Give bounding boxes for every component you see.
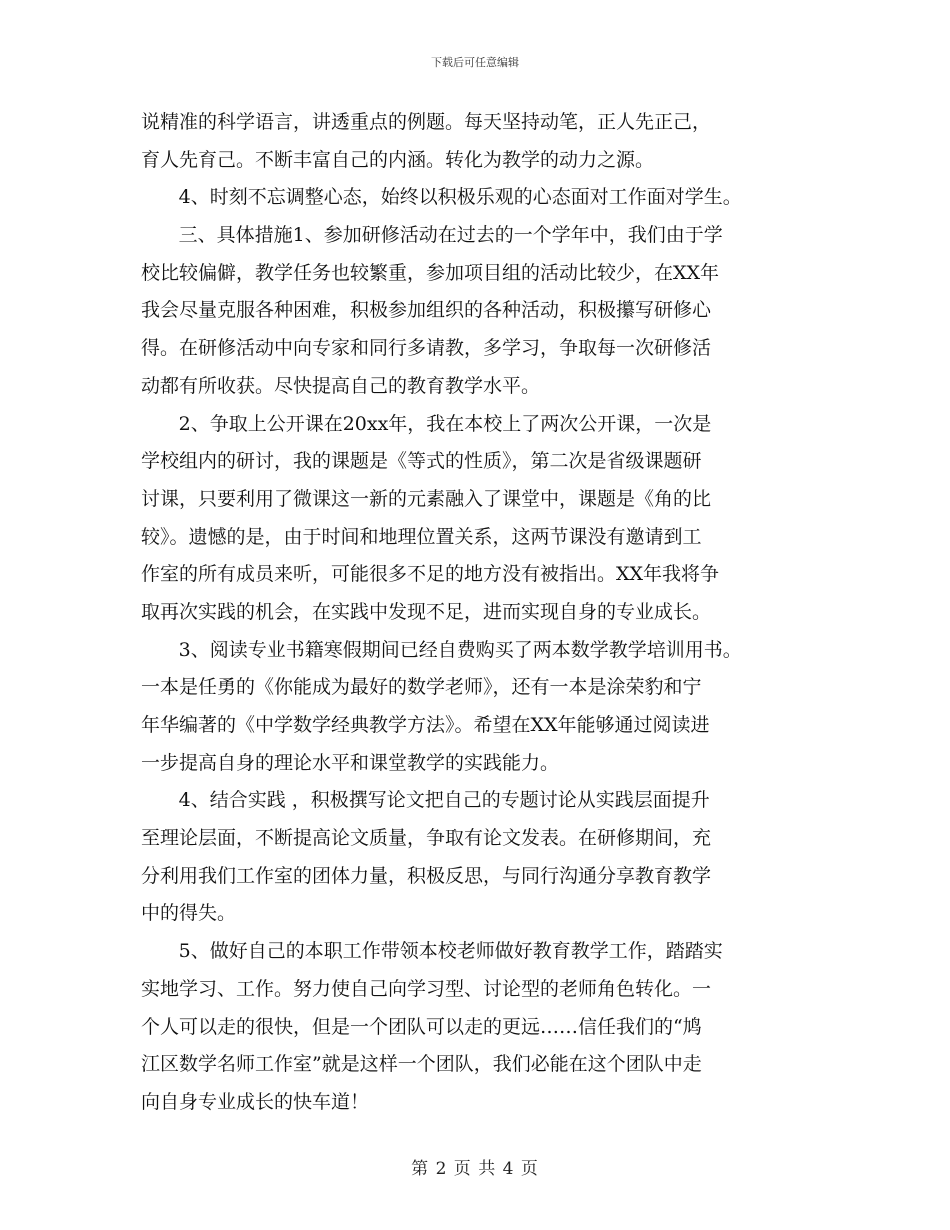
- text-line: 向自身专业成长的快车道！: [141, 1090, 370, 1113]
- text-line: 育人先育己。不断丰富自己的内涵。转化为教学的动力之源。: [141, 148, 655, 171]
- text-line: 3、阅读专业书籍寒假期间已经自费购买了两本数学教学培训用书。: [178, 638, 742, 661]
- text-line: 较》。遗憾的是，由于时间和地理位置关系，这两节课没有邀请到工: [141, 525, 702, 548]
- text-line: 动都有所收获。尽快提高自己的教育教学水平。: [141, 374, 541, 397]
- text-line: 得。在研修活动中向专家和同行多请教，多学习，争取每一次研修活: [141, 337, 712, 360]
- text-line: 4、结合实践 ，积极撰写论文把自己的专题讨论从实践层面提升: [178, 789, 710, 812]
- text-line: 2、争取上公开课在20xx年，我在本校上了两次公开课，一次是: [178, 412, 712, 435]
- text-line: 学校组内的研讨，我的课题是《等式的性质》，第二次是省级课题研: [141, 450, 702, 473]
- text-line: 校比较偏僻，教学任务也较繁重，参加项目组的活动比较少，在XX年: [141, 261, 720, 284]
- text-line: 一本是任勇的《你能成为最好的数学老师》，还有一本是涂荣豹和宁: [141, 676, 702, 699]
- text-line: 分利用我们工作室的团体力量，积极反思，与同行沟通分享教育教学: [141, 864, 712, 887]
- text-line: 5、做好自己的本职工作带领本校老师做好教育教学工作，踏踏实: [178, 940, 723, 963]
- text-line: 4、时刻不忘调整心态，始终以积极乐观的心态面对工作面对学生。: [178, 186, 742, 209]
- text-line: 中的得失。: [141, 902, 237, 925]
- text-line: 至理论层面，不断提高论文质量，争取有论文发表。在研修期间，充: [141, 827, 712, 850]
- text-line: 个人可以走的很快，但是一个团队可以走的更远……信任我们的“鸠: [141, 1015, 702, 1038]
- text-line: 年华编著的《中学数学经典教学方法》。希望在XX年能够通过阅读进: [141, 714, 710, 736]
- text-line: 讨课，只要利用了微课这一新的元素融入了课堂中，课题是《角的比: [141, 487, 712, 510]
- text-line: 作室的所有成员来听，可能很多不足的地方没有被指出。XX年我将争: [141, 563, 720, 586]
- text-line: 一步提高自身的理论水平和课堂教学的实践能力。: [141, 751, 560, 774]
- page-header: 下载后可任意编辑: [431, 56, 519, 69]
- body-text: [141, 104, 831, 1122]
- text-line: 江区数学名师工作室”就是这样一个团队，我们必能在这个团队中走: [141, 1053, 702, 1076]
- page-footer: 第 2 页 共 4 页: [411, 1159, 539, 1179]
- text-line: 我会尽量克服各种困难，积极参加组织的各种活动，积极攥写研修心: [141, 299, 712, 322]
- text-line: 三、具体措施1、参加研修活动在过去的一个学年中，我们由于学: [178, 224, 723, 247]
- text-line: 实地学习、工作。努力使自己向学习型、讨论型的老师角色转化。一: [141, 977, 712, 1000]
- text-line: 取再次实践的机会，在实践中发现不足，进而实现自身的专业成长。: [141, 600, 712, 623]
- text-line: 说精准的科学语言，讲透重点的例题。每天坚持动笔，正人先正己，: [141, 111, 712, 133]
